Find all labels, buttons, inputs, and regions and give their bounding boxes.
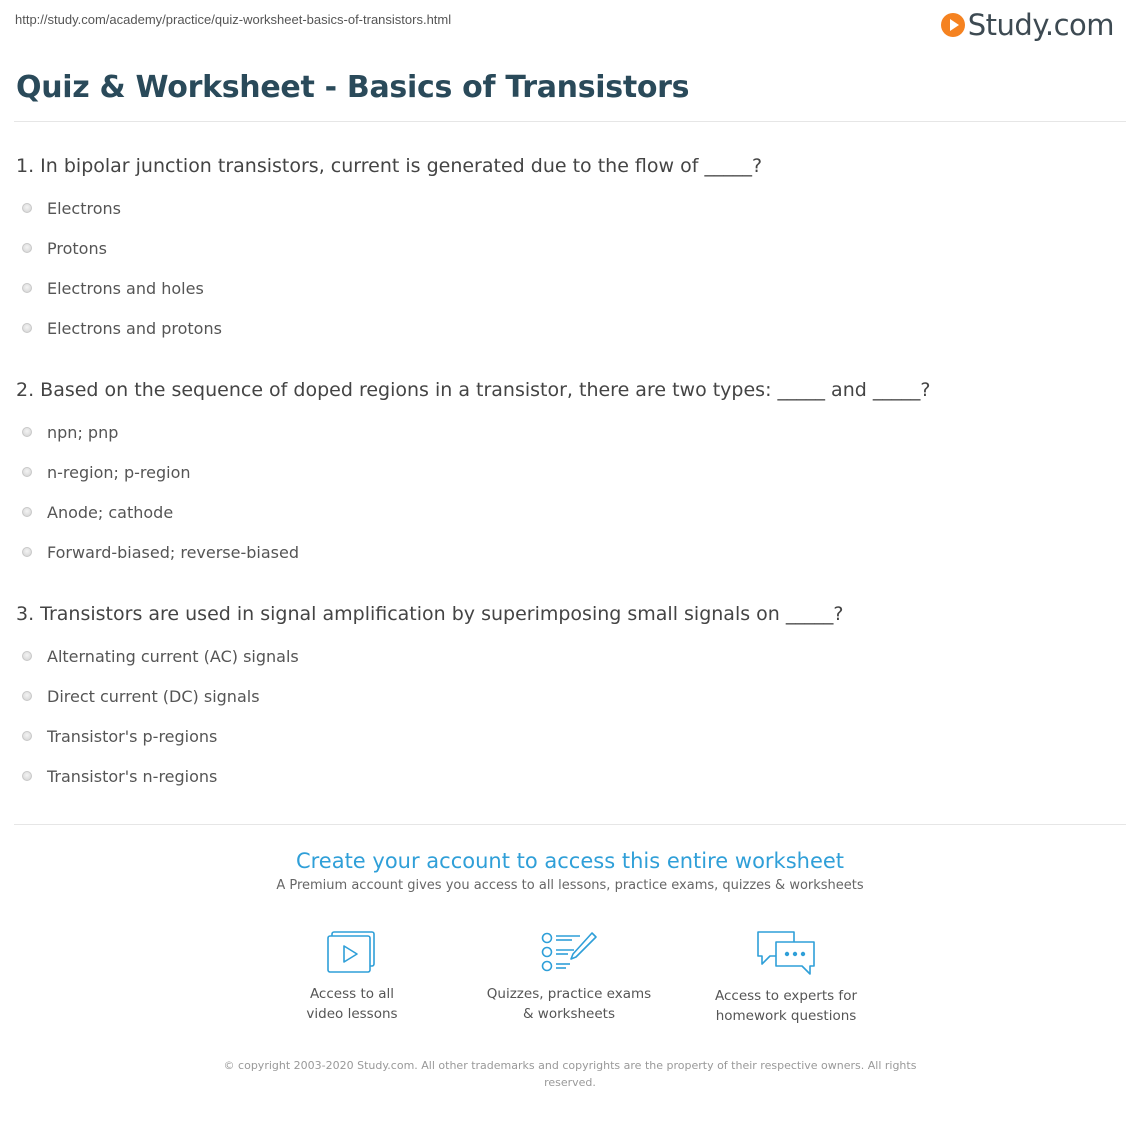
- answer-option[interactable]: [22, 756, 299, 796]
- study-logo[interactable]: [941, 8, 1114, 42]
- radio-icon[interactable]: [22, 691, 32, 701]
- feature-label-line: Access to all: [309, 986, 395, 1002]
- answer-option[interactable]: [22, 268, 222, 308]
- radio-icon[interactable]: [22, 427, 32, 437]
- answer-label: Anode; cathode: [47, 502, 174, 522]
- question-2: 2. Based on the sequence of doped regions in a transistor, there are two types: _____ and _____?: [16, 379, 931, 401]
- question-1-options: [22, 188, 222, 348]
- answer-label: Electrons and holes: [47, 278, 204, 298]
- answer-label: n-region; p-region: [47, 462, 191, 482]
- radio-icon[interactable]: [22, 467, 32, 477]
- radio-icon[interactable]: [22, 507, 32, 517]
- answer-option[interactable]: [22, 308, 222, 348]
- premium-description: A Premium account gives you access to all lessons, practice exams, quizzes & worksheets: [276, 878, 864, 893]
- radio-icon[interactable]: [22, 771, 32, 781]
- feature-video-lessons: [252, 930, 452, 1024]
- answer-option[interactable]: [22, 532, 299, 572]
- answer-label: Electrons: [47, 198, 121, 218]
- feature-label-line: homework questions: [715, 1008, 857, 1024]
- question-2-options: [22, 412, 299, 572]
- answer-label: Alternating current (AC) signals: [47, 646, 299, 666]
- chat-bubbles-icon: [754, 930, 818, 976]
- feature-quizzes: [469, 930, 669, 1024]
- feature-label-line: Quizzes, practice exams: [486, 986, 652, 1002]
- answer-label: Transistor's p-regions: [47, 726, 218, 746]
- question-3-options: [22, 636, 299, 796]
- question-1: 1. In bipolar junction transistors, current is generated due to the flow of _____?: [16, 155, 763, 177]
- page-url: http://study.com/academy/practice/quiz-worksheet-basics-of-transistors.html: [15, 12, 452, 27]
- radio-icon[interactable]: [22, 283, 32, 293]
- copyright-notice: © copyright 2003-2020 Study.com. All other trademarks and copyrights are the property of their respective owners. All rights reserved.: [223, 1059, 917, 1089]
- radio-icon[interactable]: [22, 731, 32, 741]
- logo-text: Study.com: [967, 8, 1114, 42]
- answer-label: Protons: [47, 238, 107, 258]
- play-circle-icon: [941, 13, 965, 37]
- quiz-checklist-icon: [540, 930, 598, 974]
- answer-option[interactable]: [22, 636, 299, 676]
- answer-option[interactable]: [22, 676, 299, 716]
- radio-icon[interactable]: [22, 651, 32, 661]
- answer-option[interactable]: [22, 412, 299, 452]
- title-divider: [14, 121, 1126, 122]
- feature-experts: [686, 930, 886, 1026]
- answer-option[interactable]: [22, 228, 222, 268]
- answer-label: Forward-biased; reverse-biased: [47, 542, 299, 562]
- radio-icon[interactable]: [22, 547, 32, 557]
- answer-label: npn; pnp: [47, 422, 119, 442]
- answer-label: Direct current (DC) signals: [47, 686, 260, 706]
- feature-label-line: & worksheets: [522, 1006, 615, 1022]
- answer-label: Electrons and protons: [47, 318, 222, 338]
- answer-option[interactable]: [22, 492, 299, 532]
- radio-icon[interactable]: [22, 203, 32, 213]
- video-lesson-icon: [326, 930, 378, 974]
- create-account-link[interactable]: Create your account to access this entire worksheet: [295, 849, 845, 873]
- question-3: 3. Transistors are used in signal amplification by superimposing small signals on _____?: [16, 603, 844, 625]
- answer-option[interactable]: [22, 452, 299, 492]
- section-divider: [14, 824, 1126, 825]
- radio-icon[interactable]: [22, 243, 32, 253]
- feature-label-line: video lessons: [306, 1006, 398, 1022]
- answer-option[interactable]: [22, 716, 299, 756]
- radio-icon[interactable]: [22, 323, 32, 333]
- answer-label: Transistor's n-regions: [47, 766, 218, 786]
- feature-label-line: Access to experts for: [714, 988, 857, 1004]
- answer-option[interactable]: [22, 188, 222, 228]
- page-title: Quiz & Worksheet - Basics of Transistors: [16, 70, 690, 105]
